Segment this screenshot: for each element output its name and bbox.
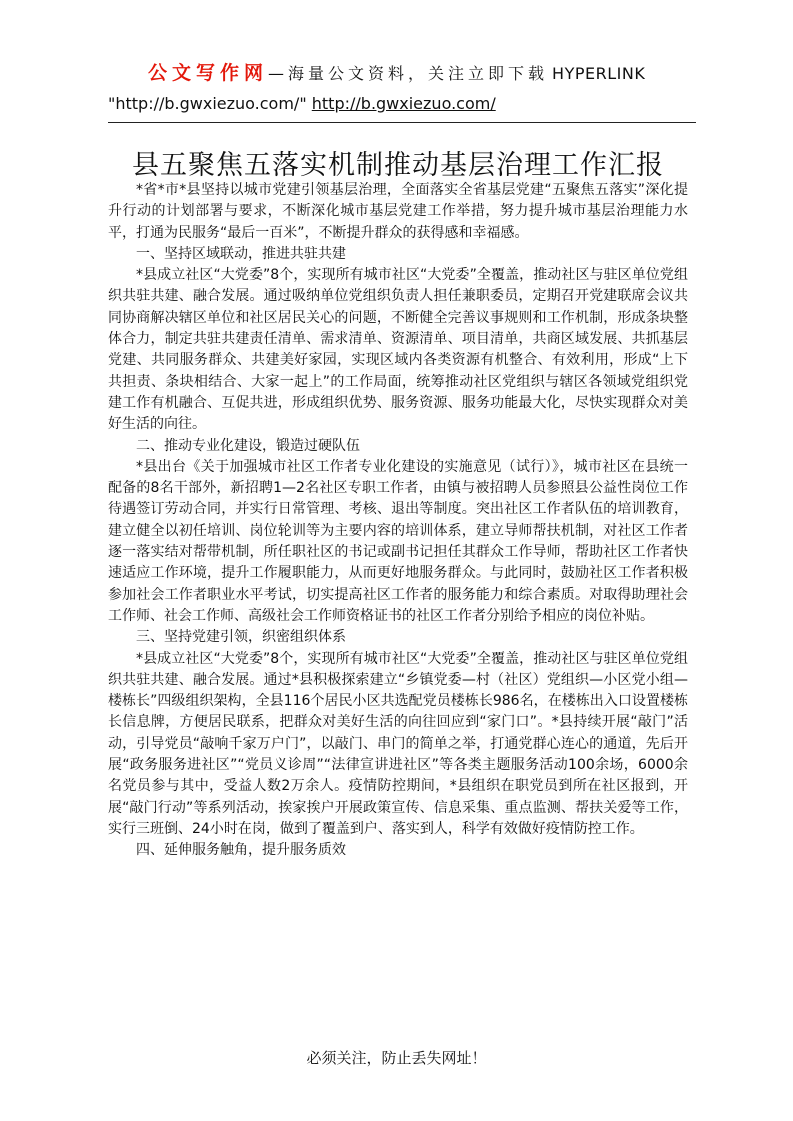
header-tagline: —海量公文资料，关注立即下载 xyxy=(268,64,549,83)
header-banner xyxy=(148,58,645,85)
section-2-heading: 二、推动专业化建设，锻造过硬队伍 xyxy=(136,437,360,454)
section-4-heading: 四、延伸服务触角，提升服务质效 xyxy=(136,842,346,859)
section-1-paragraph: *县成立社区“大党委”8个，实现所有城市社区“大党委”全覆盖，推动社区与驻区单位党组织共驻共建、融合发展。通过吸纳单位党组织负责人担任兼职委员，定期召开党建联席会议共同协商解决辖区单位和社区居民关心的问题，不断健全完善议事规则和工作机制，形成条块整体合力，制定共驻共建责任清单、需求清单、资源清单、项目清单，共商区域发展、共抓基层党建、共同服务群众、共建美好家园，实现区域内各类资源有机整合、有效利用，形成“上下共担责、条块相结合、大家一起上”的工作局面，统筹推动社区党组织与辖区各领域党组织党建工作有机融合、互促共进，形成组织优势、服务资源、服务功能最大化，尽快实现群众对美好生活的向往。 xyxy=(108,267,688,433)
section-2-paragraph: *县出台《关于加强城市社区工作者专业化建设的实施意见（试行）》，城市社区在县统一配备的8名干部外，新招聘1—2名社区专职工作者，由镇与被招聘人员参照县公益性岗位工作待遇签订劳动合同，并实行日常管理、考核、退出等制度。突出社区工作者队伍的培训教育，建立健全以初任培训、岗位轮训等为主要内容的培训体系，建立导师帮扶机制，对社区工作者逐一落实结对帮带机制，所任职社区的书记或副书记担任其群众工作导师，帮助社区工作者快速适应工作环境，提升工作履职能力，从而更好地服务群众。与此同时，鼓励社区工作者积极参加社会工作者职业水平考试，切实提高社区工作者的服务能力和综合素质。对取得助理社会工作师、社会工作师、高级社会工作师资格证书的社区工作者分别给予相应的岗位补贴。 xyxy=(108,458,688,624)
brand-name[interactable]: 公文写作网 xyxy=(148,62,269,84)
document-title: 县五聚焦五落实机制推动基层治理工作汇报 xyxy=(132,150,664,181)
header-divider xyxy=(108,122,696,123)
section-1-heading: 一、坚持区域联动，推进共驻共建 xyxy=(136,245,346,262)
section-3-heading: 三、坚持党建引领，织密组织体系 xyxy=(136,629,346,646)
section-3-paragraph: *县成立社区“大党委”8个，实现所有城市社区“大党委”全覆盖，推动社区与驻区单位党组织共驻共建、融合发展。通过*县积极探索建立“乡镇党委—村（社区）党组织—小区党小组—楼栋长”四级组织架构，全县116个居民小区共选配党员楼栋长986名，在楼栋出入口设置楼栋长信息牌，方便居民联系，把群众对美好生活的向往回应到“家门口”。*县持续开展“敲门”活动，引导党员“敲响千家万户门”，以敲门、串门的简单之举，打通党群心连心的通道，先后开展“政务服务进社区”“党员义诊周”“法律宣讲进社区”等各类主题服务活动100余场，6000余名党员参与其中，受益人数2万余人。疫情防控期间，*县组织在职党员到所在社区报到，开展“敲门行动”等系列活动，挨家挨户开展政策宣传、信息采集、重点监测、帮扶关爱等工作，实行三班倒、24小时在岗，做到了覆盖到户、落实到人，科学有效做好疫情防控工作。 xyxy=(108,650,688,837)
site-link[interactable]: http://b.gwxiezuo.com/ xyxy=(311,94,496,113)
document-body xyxy=(108,180,688,862)
header-link-line xyxy=(108,94,496,113)
footer-notice: 必须关注，防止丢失网址！ xyxy=(306,1049,487,1067)
hyperlink-label: HYPERLINK xyxy=(552,64,646,83)
intro-paragraph: *省*市*县坚持以城市党建引领基层治理，全面落实全省基层党建“五聚焦五落实”深化提升行动的计划部署与要求，不断深化城市基层党建工作举措，努力提升城市基层治理能力水平，打通为民服务“最后一百米”，不断提升群众的获得感和幸福感。 xyxy=(108,182,688,241)
link-quoted-text: "http://b.gwxiezuo.com/" xyxy=(108,94,307,113)
